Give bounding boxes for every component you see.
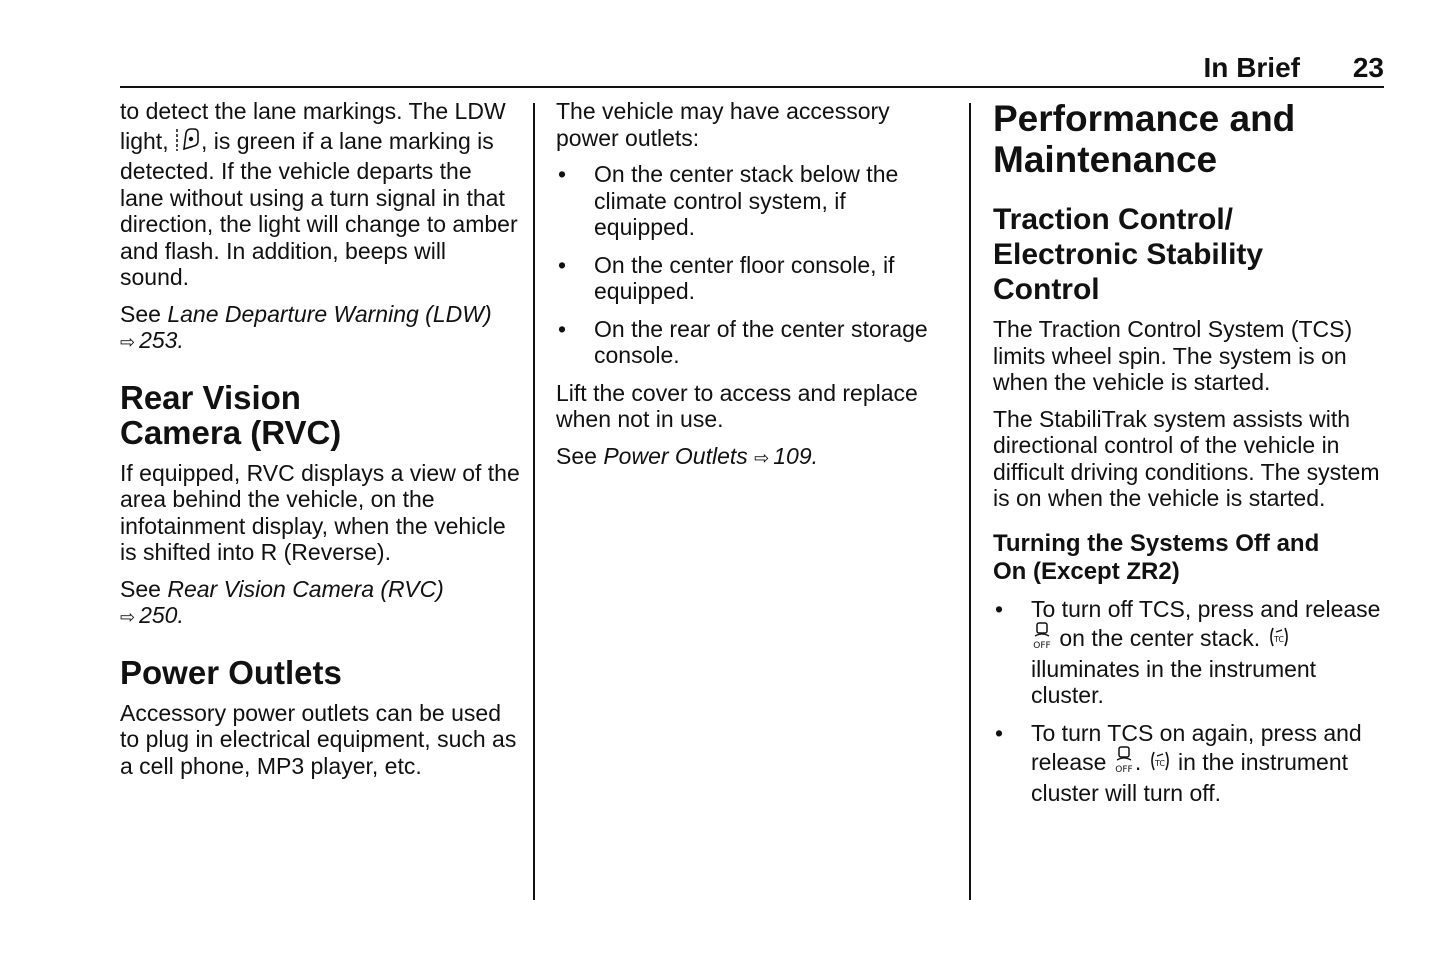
left-column xyxy=(120,98,520,789)
outlets-lift-paragraph: Lift the cover to access and replace when not in use. xyxy=(556,379,918,432)
outlets-list xyxy=(556,161,952,369)
column-divider-1 xyxy=(533,103,535,900)
column-divider-2 xyxy=(969,103,971,900)
svg-text:TC: TC xyxy=(1273,635,1284,644)
right-column xyxy=(993,98,1385,817)
page-reference-arrow-icon: ⇨ xyxy=(754,447,770,468)
rvc-heading: Rear Vision Camera (RVC) xyxy=(120,378,342,451)
tcs-steps-list xyxy=(993,596,1385,807)
rvc-see-reference[interactable]: See Rear Vision Camera (RVC) ⇨ 250. xyxy=(120,576,520,631)
section-title: In Brief xyxy=(1203,52,1300,83)
outlets-intro: The vehicle may have accessory power outlets: xyxy=(556,98,890,151)
power-outlets-heading: Power Outlets xyxy=(120,653,342,691)
svg-text:OFF: OFF xyxy=(1115,765,1133,774)
ldw-see-reference[interactable]: See Lane Departure Warning (LDW) ⇨ 253. xyxy=(120,301,520,356)
list-item: • To turn TCS on again, press and release OFF . TC in the instrument cluster will turn off. xyxy=(995,719,1362,806)
outlets-see-reference[interactable]: See Power Outlets ⇨ 109. xyxy=(556,443,952,472)
traction-off-button-icon xyxy=(1031,622,1053,656)
list-item: • To turn off TCS, press and release OFF on the center stack. TC illuminates in the instrument cluster. xyxy=(995,595,1381,708)
middle-column xyxy=(556,98,952,481)
bullet: • xyxy=(558,251,567,278)
traction-control-indicator-icon xyxy=(1148,748,1172,780)
list-item: • On the rear of the center storage console. xyxy=(558,315,928,368)
performance-maintenance-heading: Performance and Maintenance xyxy=(993,98,1296,180)
bullet: • xyxy=(995,719,1004,746)
list-item: • On the center floor console, if equipped. xyxy=(558,251,895,304)
traction-off-button-icon xyxy=(1113,746,1135,780)
list-item: • On the center stack below the climate control system, if equipped. xyxy=(558,161,899,240)
rvc-paragraph: If equipped, RVC displays a view of the area behind the vehicle, on the infotainment display, when the vehicle is shifted into R (Reverse). xyxy=(120,459,520,565)
tcs-paragraph: The Traction Control System (TCS) limits wheel spin. The system is on when the vehicle is started. xyxy=(993,316,1353,395)
bullet: • xyxy=(995,595,1004,622)
bullet: • xyxy=(558,161,567,187)
page-number: 23 xyxy=(1352,52,1384,83)
bullet: • xyxy=(558,315,567,342)
traction-control-heading: Traction Control/ Electronic Stability Control xyxy=(993,203,1264,306)
stabilitrak-paragraph: The StabiliTrak system assists with directional control of the vehicle in difficult driving conditions. The system is on when the vehicle is started. xyxy=(993,405,1380,511)
ldw-paragraph: to detect the lane markings. The LDW light, , is green if a lane marking is detected. If the vehicle departs the lane without using a turn signal in that direction, the light will change to amber and flash. In addition, beeps will sound. xyxy=(120,98,518,290)
page-header xyxy=(120,50,1384,88)
svg-text:OFF: OFF xyxy=(1033,641,1051,650)
power-outlets-paragraph: Accessory power outlets can be used to plug in electrical equipment, such as a cell phone, MP3 player, etc. xyxy=(120,699,517,779)
traction-control-indicator-icon xyxy=(1267,624,1291,656)
page-reference-arrow-icon: ⇨ xyxy=(120,332,136,352)
turning-systems-heading: Turning the Systems Off and On (Except ZR2) xyxy=(993,529,1320,585)
page-reference-arrow-icon: ⇨ xyxy=(120,607,136,627)
svg-text:TC: TC xyxy=(1154,759,1165,768)
lane-departure-icon xyxy=(175,125,201,159)
